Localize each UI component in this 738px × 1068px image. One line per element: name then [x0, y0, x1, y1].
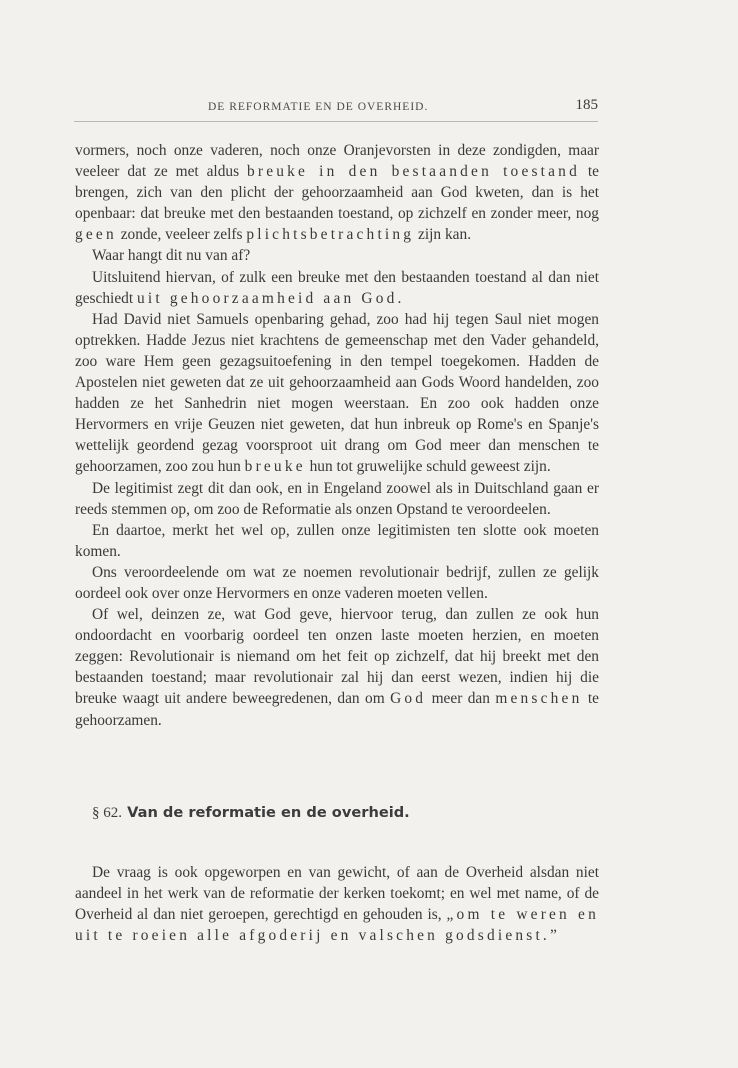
spaced-emphasis: „om te weren en uit te roeien alle afgoderij en valschen godsdienst.”	[75, 906, 599, 945]
spaced-emphasis: uit gehoorzaamheid aan God	[136, 289, 398, 307]
spaced-emphasis: God	[390, 690, 427, 708]
section-number: § 62.	[92, 805, 122, 821]
spaced-emphasis: breuke	[244, 458, 306, 476]
spaced-emphasis: breuke in den bestaanden toestand	[247, 163, 580, 181]
spaced-emphasis: geen	[75, 226, 117, 244]
spaced-emphasis: menschen	[495, 690, 583, 708]
paragraph: Of wel, deinzen ze, wat God geve, hiervoor terug, dan zullen ze ook hun ondoordacht en voorbarig oordeel ten onzen laste moeten herzien, en moeten zeggen: Revolutionair is niemand om het feit op zichzelf, dat hij breekt met den bestaanden toestand; maar revolutionair zal hij dan eerst wezen, indien hij die breuke waagt uit andere beweegredenen, dan om God meer dan menschen te gehoorzamen.	[75, 606, 599, 729]
paragraph: De vraag is ook opgeworpen en van gewicht, of aan de Overheid alsdan niet aandeel in het werk van de reformatie der kerken toekomt; en wel met name, of de Overheid al dan niet geroepen, gerechtigd en gehouden is, „om te weren en uit te roeien alle afgoderij en valschen godsdienst.”	[75, 864, 599, 945]
paragraph: Ons veroordeelende om wat ze noemen revolutionair bedrijf, zullen ze gelijk oordeel ook over onze Hervormers en onze vaderen moeten vellen.	[75, 563, 599, 602]
page-number: 185	[575, 97, 598, 113]
section-heading	[92, 804, 410, 822]
section-title: Van de reformatie en de overheid.	[127, 804, 410, 821]
paragraph: Uitsluitend hiervan, of zulk een breuke met den bestaanden toestand al dan niet geschiedt uit gehoorzaamheid aan God.	[75, 268, 599, 307]
paragraph: En daartoe, merkt het wel op, zullen onze legitimisten ten slotte ook moeten komen.	[75, 521, 599, 560]
header-rule	[74, 121, 598, 122]
paragraph: De legitimist zegt dit dan ook, en in Engeland zoowel als in Duitschland gaan er reeds stemmen op, om zoo de Reformatie als onzen Opstand te veroordeelen.	[75, 479, 599, 518]
body-text	[75, 140, 599, 731]
paragraph: Waar hangt dit nu van af?	[92, 247, 251, 265]
paragraph: Had David niet Samuels openbaring gehad, zoo had hij tegen Saul niet mogen optrekken. Hadde Jezus niet krachtens de gemeenschap met den Vader gehandeld, zoo ware Hem geen gezagsuitoefening in den tempel toegekomen. Hadden de Apostelen niet geweten dat ze uit gehoorzaamheid aan Gods Woord handelden, zoo hadden ze het Sanhedrin niet mogen weerstaan. En zoo ook hadden onze Hervormers en vrije Geuzen niet geweten, dat hun inbreuk op Rome's en Spanje's wettelijk geordend gezag voorsproot uit drang om God meer dan menschen te gehoorzamen, zoo zou hun breuke hun tot gruwelijke schuld geweest zijn.	[75, 310, 599, 476]
spaced-emphasis: plichtsbetrachting	[246, 226, 415, 244]
page-header	[74, 97, 598, 121]
running-head: DE REFORMATIE EN DE OVERHEID.	[208, 101, 429, 113]
paragraph: vormers, noch onze vaderen, noch onze Oranjevorsten in deze zondigden, maar veeleer dat ze met aldus breuke in den bestaanden toestand te brengen, zich van den plicht der gehoorzaamheid aan God kweten, dan is het openbaar: dat breuke met den bestaanden toestand, op zichzelf en zonder meer, nog geen zonde, veeleer zelfs plichtsbetrachting zijn kan.	[75, 142, 599, 244]
section-text	[75, 862, 599, 946]
